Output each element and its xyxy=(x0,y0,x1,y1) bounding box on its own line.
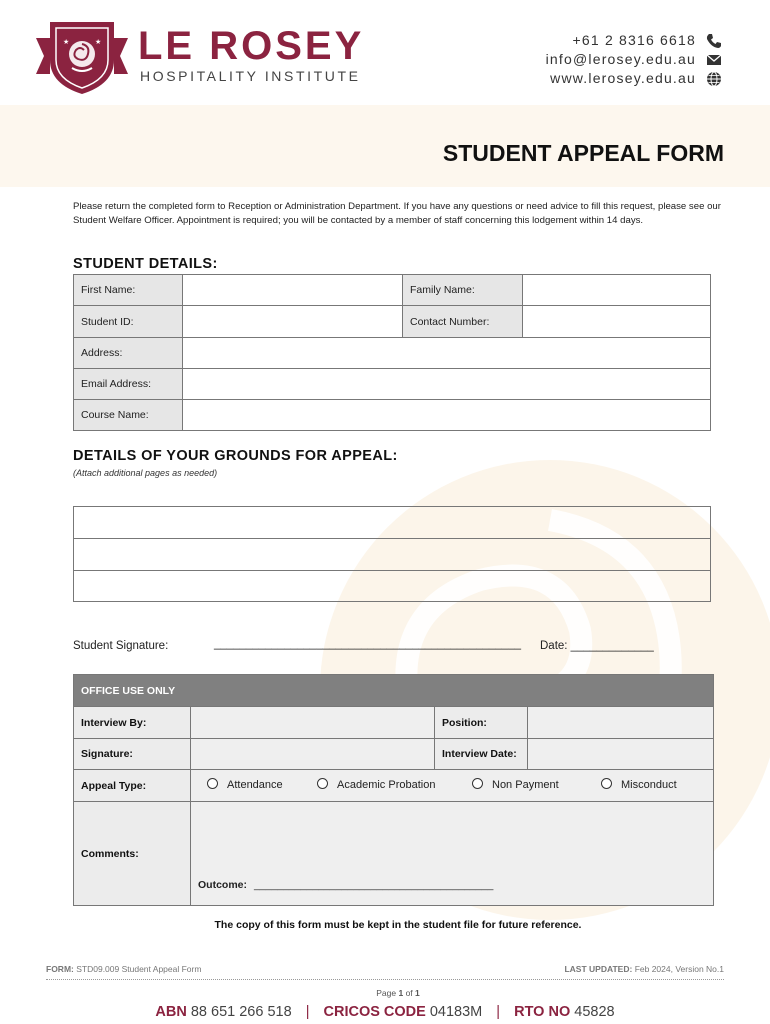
office-signature-field[interactable] xyxy=(191,739,435,770)
office-use-header: OFFICE USE ONLY xyxy=(74,675,714,707)
appeal-option-label: Misconduct xyxy=(621,779,677,791)
separator: | xyxy=(496,1004,501,1020)
abn-value: 88 651 266 518 xyxy=(190,1004,292,1020)
appeal-option-misconduct[interactable] xyxy=(601,778,677,791)
office-use-table xyxy=(73,674,714,906)
attach-note: (Attach additional pages as needed) xyxy=(73,468,218,478)
interview-by-label: Interview By: xyxy=(74,707,191,739)
footer-updated-value: Feb 2024, Version No.1 xyxy=(634,964,724,974)
appeal-option-label: Non Payment xyxy=(492,779,559,791)
radio-icon[interactable] xyxy=(317,778,328,789)
position-label: Position: xyxy=(435,707,528,739)
outcome-line[interactable]: _________________________________________ xyxy=(253,879,494,891)
brand-subtitle: HOSPITALITY INSTITUTE xyxy=(140,68,361,84)
page-total: 1 xyxy=(415,988,420,998)
appeal-option-label: Attendance xyxy=(227,779,283,791)
page-title: STUDENT APPEAL FORM xyxy=(442,140,724,166)
svg-text:★: ★ xyxy=(95,38,102,46)
radio-icon[interactable] xyxy=(207,778,218,789)
interview-by-field[interactable] xyxy=(191,707,435,739)
student-signature-line[interactable]: ________________________________________________ xyxy=(214,638,521,650)
outcome-label: Outcome: xyxy=(198,879,248,891)
footer-last-updated xyxy=(564,964,724,974)
family-name-field[interactable] xyxy=(523,275,711,306)
page-of: of xyxy=(405,988,413,998)
svg-text:★: ★ xyxy=(63,38,70,46)
student-id-label: Student ID: xyxy=(74,306,183,338)
footer-divider xyxy=(46,979,724,980)
logo-emblem xyxy=(36,16,128,96)
footer-form-info xyxy=(46,964,201,974)
course-name-field[interactable] xyxy=(183,400,711,431)
brand-name: LE ROSEY xyxy=(138,24,365,68)
position-field[interactable] xyxy=(528,707,714,739)
student-details-heading: STUDENT DETAILS: xyxy=(73,256,218,272)
page-prefix: Page xyxy=(376,988,397,998)
email-address-field[interactable] xyxy=(183,369,711,400)
appeal-type-options xyxy=(191,770,714,802)
cricos-label: CRICOS CODE xyxy=(323,1004,426,1020)
instructions-text: Please return the completed form to Reception or Administration Department. If you have any questions or need advice to fill this request, please see our Student Welfare Officer. Appointment is required; you will be contacted by a member of staff concerning this lodgement within 14 days. xyxy=(73,201,721,226)
rto-label: RTO NO xyxy=(514,1004,571,1020)
mail-icon xyxy=(706,52,722,68)
radio-icon[interactable] xyxy=(472,778,483,789)
cricos-value: 04183M xyxy=(429,1004,483,1020)
family-name-label: Family Name: xyxy=(403,275,523,306)
course-name-label: Course Name: xyxy=(74,400,183,431)
copy-note: The copy of this form must be kept in the student file for future reference. xyxy=(214,919,582,931)
date-field[interactable]: Date: _____________ xyxy=(540,640,654,652)
contact-email: info@lerosey.edu.au xyxy=(545,51,696,67)
footer-updated-label: LAST UPDATED: xyxy=(564,964,633,974)
rto-value: 45828 xyxy=(574,1004,615,1020)
globe-icon xyxy=(706,71,722,87)
appeal-option-label: Academic Probation xyxy=(337,779,436,791)
grounds-line[interactable] xyxy=(74,507,711,539)
grounds-line[interactable] xyxy=(74,539,711,571)
contact-number-label: Contact Number: xyxy=(403,306,523,338)
grounds-line[interactable] xyxy=(74,571,711,602)
contact-number-field[interactable] xyxy=(523,306,711,338)
student-signature-label: Student Signature: xyxy=(73,640,169,652)
page-current: 1 xyxy=(398,988,404,998)
comments-field[interactable] xyxy=(191,802,714,906)
abn-label: ABN xyxy=(155,1004,187,1020)
registration-line xyxy=(0,1004,770,1020)
appeal-option-non-payment[interactable] xyxy=(472,778,559,791)
appeal-option-academic-probation[interactable] xyxy=(317,778,435,791)
appeal-type-label: Appeal Type: xyxy=(74,770,191,802)
comments-label: Comments: xyxy=(74,802,191,906)
grounds-heading: DETAILS OF YOUR GROUNDS FOR APPEAL: xyxy=(73,448,398,464)
student-id-field[interactable] xyxy=(183,306,403,338)
appeal-option-attendance[interactable] xyxy=(207,778,283,791)
footer-form-label: FORM: xyxy=(46,964,74,974)
grounds-table xyxy=(73,506,711,602)
phone-icon xyxy=(706,33,722,49)
address-field[interactable] xyxy=(183,338,711,369)
email-address-label: Email Address: xyxy=(74,369,183,400)
student-details-table xyxy=(73,274,711,431)
interview-date-field[interactable] xyxy=(528,739,714,770)
contact-phone: +61 2 8316 6618 xyxy=(572,32,696,48)
first-name-field[interactable] xyxy=(183,275,403,306)
interview-date-label: Interview Date: xyxy=(435,739,528,770)
office-signature-label: Signature: xyxy=(74,739,191,770)
address-label: Address: xyxy=(74,338,183,369)
separator: | xyxy=(305,1004,310,1020)
footer-form-value: STD09.009 Student Appeal Form xyxy=(76,964,202,974)
page-number xyxy=(0,988,770,998)
radio-icon[interactable] xyxy=(601,778,612,789)
contact-website: www.lerosey.edu.au xyxy=(550,70,696,86)
first-name-label: First Name: xyxy=(74,275,183,306)
